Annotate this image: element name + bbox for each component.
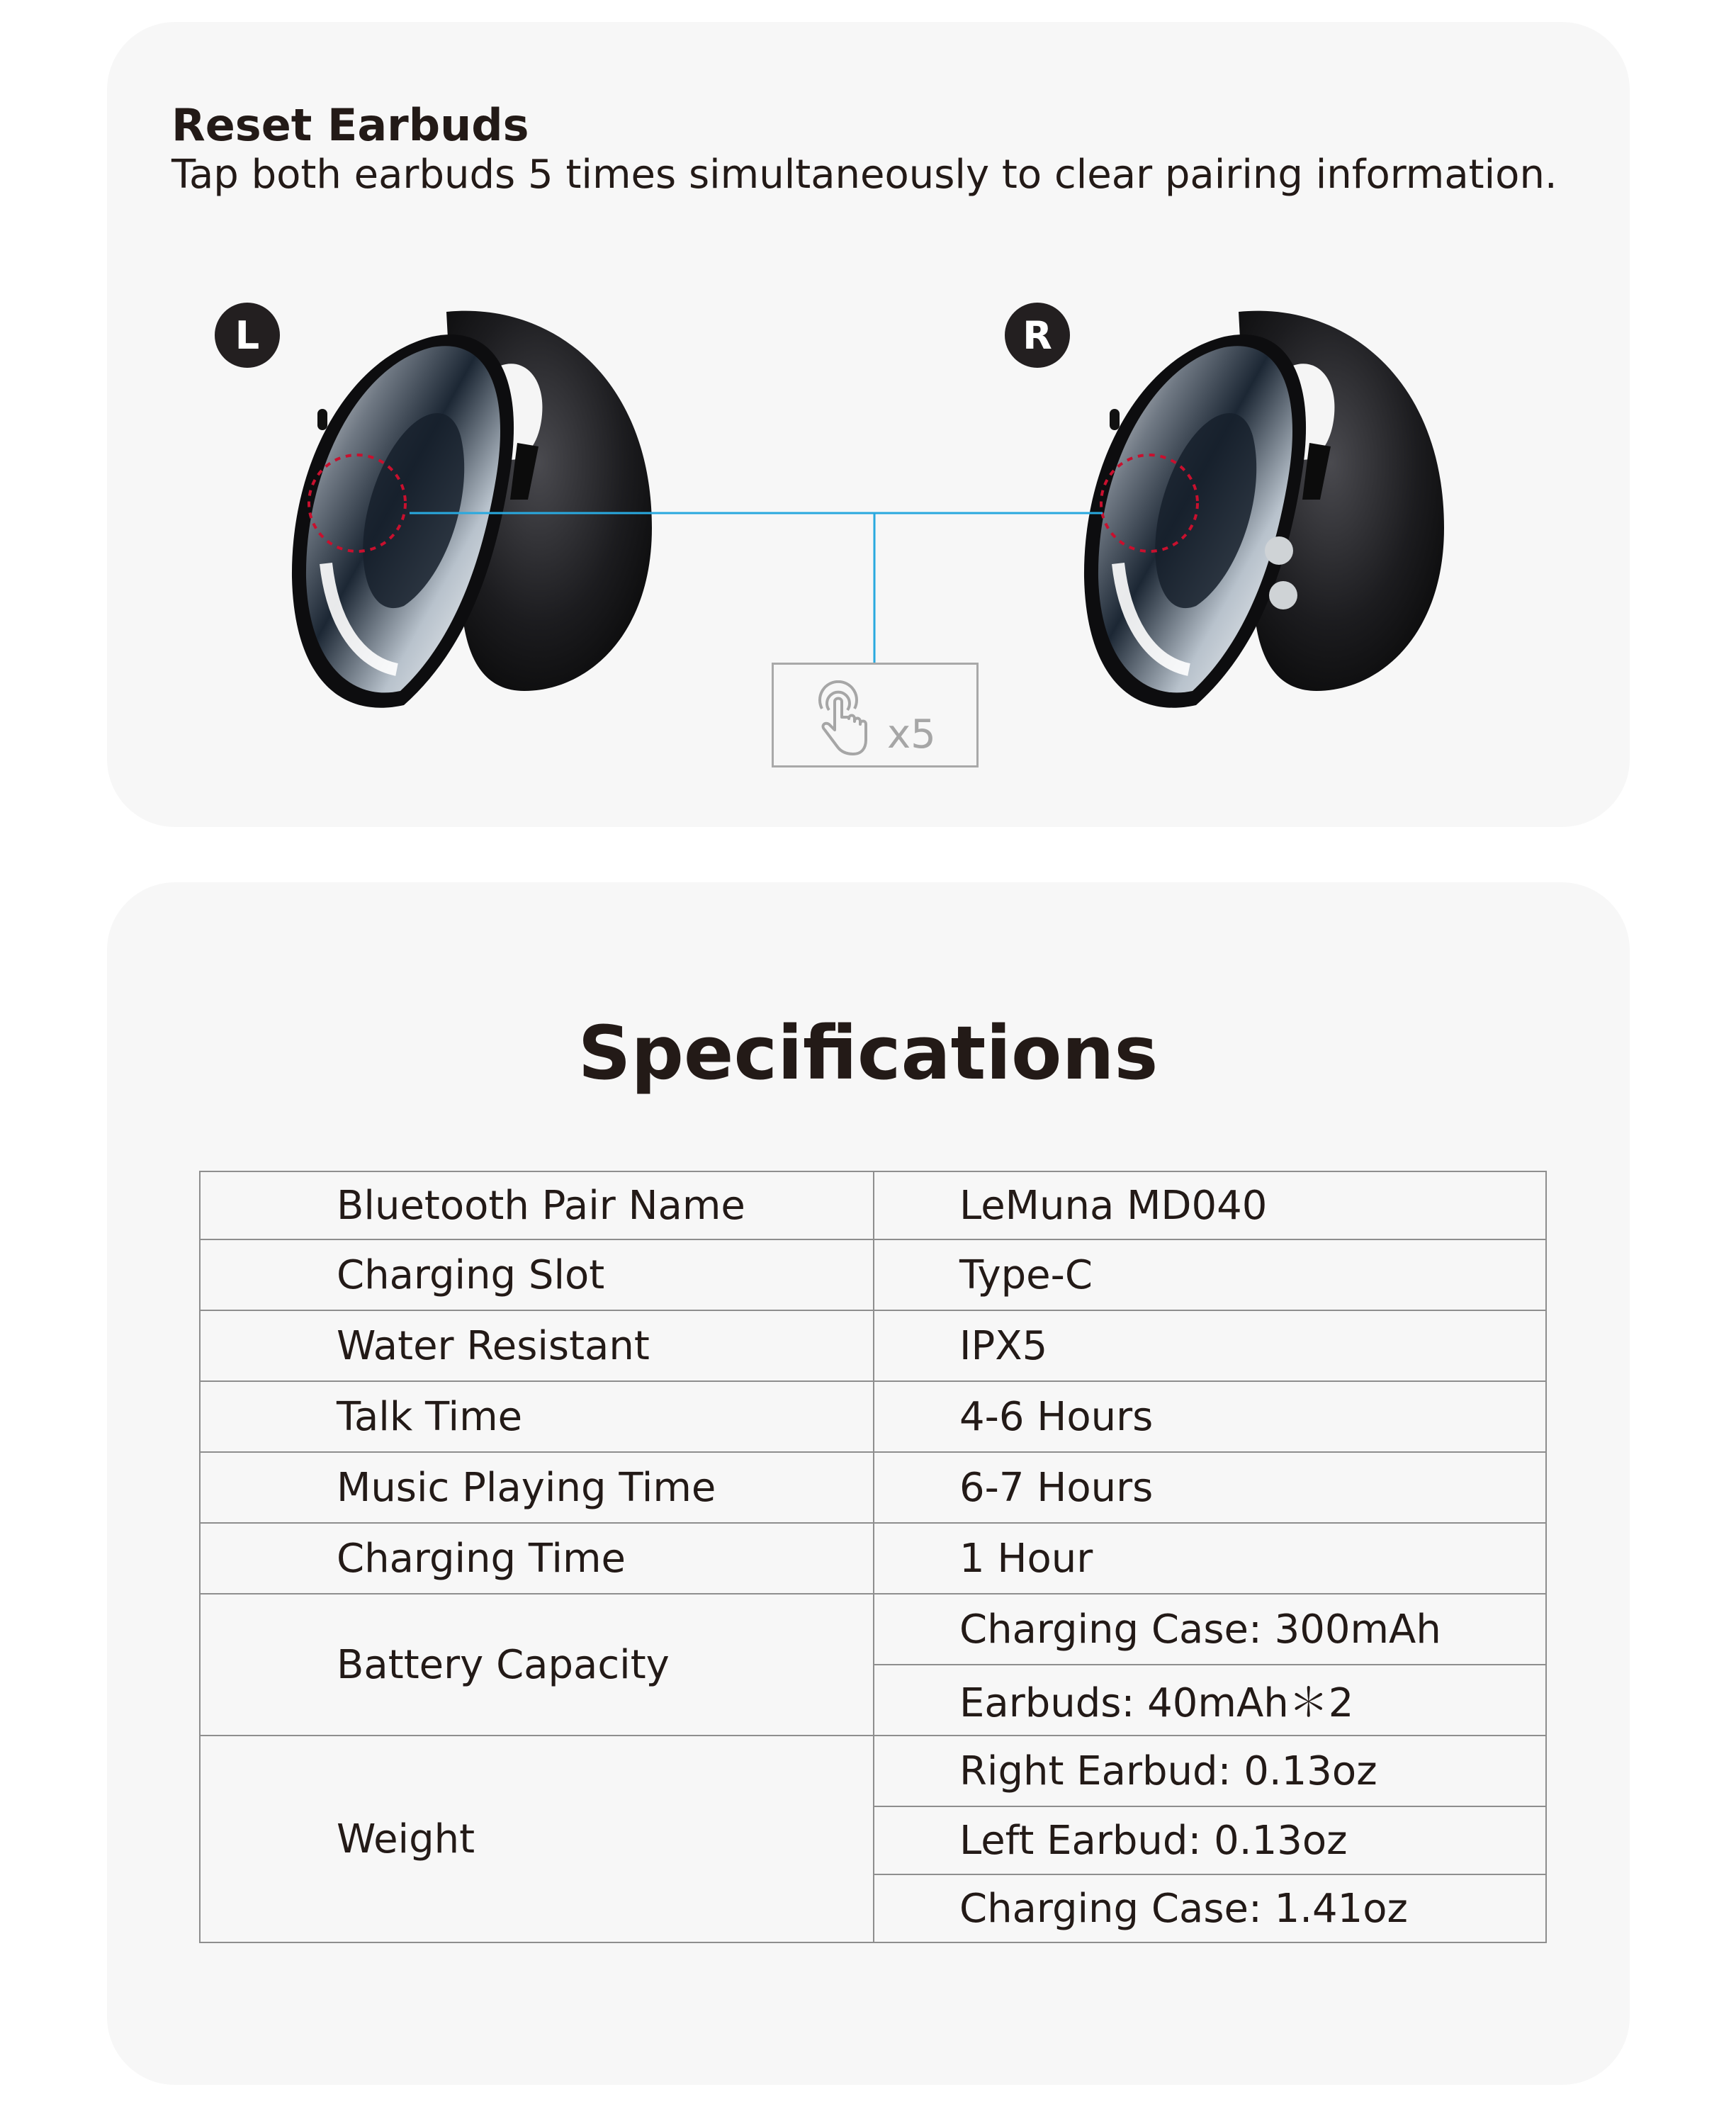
spec-label: Charging Time [200, 1523, 874, 1594]
right-badge: R [1005, 303, 1070, 368]
spec-value: Left Earbud: 0.13oz [874, 1806, 1546, 1874]
spec-label: Bluetooth Pair Name [200, 1171, 874, 1239]
table-row [200, 1594, 1546, 1665]
table-row [200, 1523, 1546, 1594]
spec-label: Talk Time [200, 1381, 874, 1452]
reset-description: Tap both earbuds 5 times simultaneously to clear pairing information. [171, 152, 1557, 198]
spec-label: Weight [200, 1736, 874, 1942]
spec-value: LeMuna MD040 [874, 1171, 1546, 1239]
spec-value: 1 Hour [874, 1523, 1546, 1594]
table-row [200, 1239, 1546, 1310]
reset-title: Reset Earbuds [171, 99, 529, 151]
table-row [200, 1736, 1546, 1806]
table-row [200, 1452, 1546, 1523]
spec-value: IPX5 [874, 1310, 1546, 1381]
table-row [200, 1310, 1546, 1381]
spec-value: Charging Case: 300mAh [874, 1594, 1546, 1665]
spec-label: Water Resistant [200, 1310, 874, 1381]
right-earbud-image [1076, 294, 1458, 719]
left-badge: L [215, 303, 280, 368]
spec-label: Charging Slot [200, 1239, 874, 1310]
finger-tap-icon [809, 680, 873, 758]
tap-count: x5 [887, 712, 936, 758]
table-row [200, 1381, 1546, 1452]
specifications-title: Specifications [577, 1010, 1159, 1096]
spec-value: 6-7 Hours [874, 1452, 1546, 1523]
spec-value: Earbuds: 40mAh＊2 [874, 1665, 1546, 1736]
spec-value: 4-6 Hours [874, 1381, 1546, 1452]
spec-label: Battery Capacity [200, 1594, 874, 1736]
spec-value: Type-C [874, 1239, 1546, 1310]
table-row [200, 1171, 1546, 1239]
spec-value: Right Earbud: 0.13oz [874, 1736, 1546, 1806]
left-earbud-image [283, 294, 666, 719]
spec-value: Charging Case: 1.41oz [874, 1874, 1546, 1942]
specifications-table [199, 1171, 1547, 1943]
spec-label: Music Playing Time [200, 1452, 874, 1523]
tap-instruction-box [772, 663, 979, 767]
